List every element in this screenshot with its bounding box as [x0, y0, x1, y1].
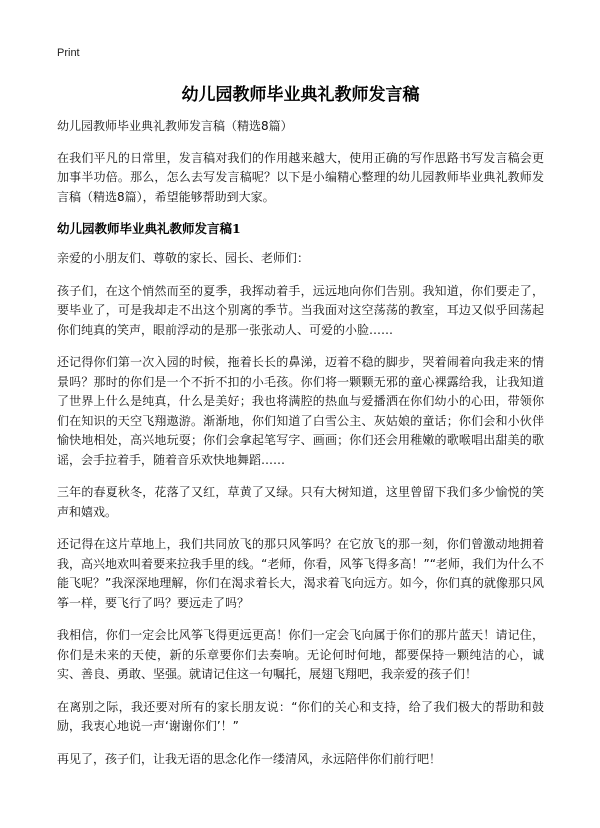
body-paragraph: 我相信，你们一定会比风筝飞得更远更高！你们一定会飞向属于你们的那片蓝天！请记住，你们是未来的天使，新的乐章要你们去奏响。无论何时何地，都要保持一颗纯洁的心，诚实、善良、勇敢、坚强。就请记住这一句嘱托，展翅飞翔吧，我亲爱的孩子们！ [57, 628, 544, 681]
body-paragraph: 孩子们，在这个悄然而至的夏季，我挥动着手，远远地向你们告别。我知道，你们要走了，要毕业了，可是我却走不出这个别离的季节。当我面对这空荡荡的教室，耳边又似乎回荡起你们纯真的笑声，眼前浮动的是那一张张动人、可爱的小脸…… [57, 283, 544, 337]
body-paragraph: 还记得在这片草地上，我们共同放飞的那只风筝吗？在它放飞的那一刻，你们曾激动地拥着我，高兴地欢叫着要来拉我手里的线。“老师，你看，风筝飞得多高！”“老师，我们为什么不能飞呢？”我深深地理解，你们在渴求着长大，渴求着飞向远方。如今，你们真的就像那只风筝一样，要飞行了吗？要远走了吗？ [57, 537, 544, 610]
body-paragraph: 还记得你们第一次入园的时候，拖着长长的鼻涕，迈着不稳的脚步，哭着闹着向我走来的情景吗？那时的你们是一个不折不扣的小毛孩。你们将一颗颗无邪的童心裸露给我，让我知道了世界上什么是纯真，什么是美好；我也将满腔的热血与爱播洒在你们幼小的心田，带领你们在知识的天空飞翔遨游。渐渐地，你们知道了白雪公主、灰姑娘的童话；你们会和小伙伴愉快地相处，高兴地玩耍；你们会拿起笔写字、画画；你们还会用稚嫩的歌喉唱出甜美的歌谣，会手拉着手，随着音乐欢快地舞蹈…… [57, 355, 544, 467]
print-link[interactable]: Print [57, 47, 80, 59]
salutation-paragraph: 亲爱的小朋友们、尊敬的家长、园长、老师们： [57, 251, 310, 265]
closing-paragraph: 再见了，孩子们，让我无语的思念化作一缕清风，永远陪伴你们前行吧！ [57, 751, 442, 766]
body-paragraph: 三年的春夏秋冬，花落了又红，草黄了又绿。只有大树知道，这里曾留下我们多少愉悦的笑声和嬉戏。 [57, 485, 544, 519]
body-paragraph: 在离别之际，我还要对所有的家长朋友说：“你们的关心和支持，给了我们极大的帮助和鼓励，我衷心地说一声‘谢谢你们’！” [57, 699, 544, 733]
page-title: 幼儿园教师毕业典礼教师发言稿 [181, 85, 420, 105]
intro-paragraph: 在我们平凡的日常里，发言稿对我们的作用越来越大，使用正确的写作思路书写发言稿会更加事半功倍。那么，怎么去写发言稿呢？以下是小编精心整理的幼儿园教师毕业典礼教师发言稿（精选8篇），希望能够帮助到大家。 [57, 150, 544, 204]
section-heading: 幼儿园教师毕业典礼教师发言稿1 [57, 221, 241, 236]
document-subtitle: 幼儿园教师毕业典礼教师发言稿（精选8篇） [57, 119, 293, 133]
